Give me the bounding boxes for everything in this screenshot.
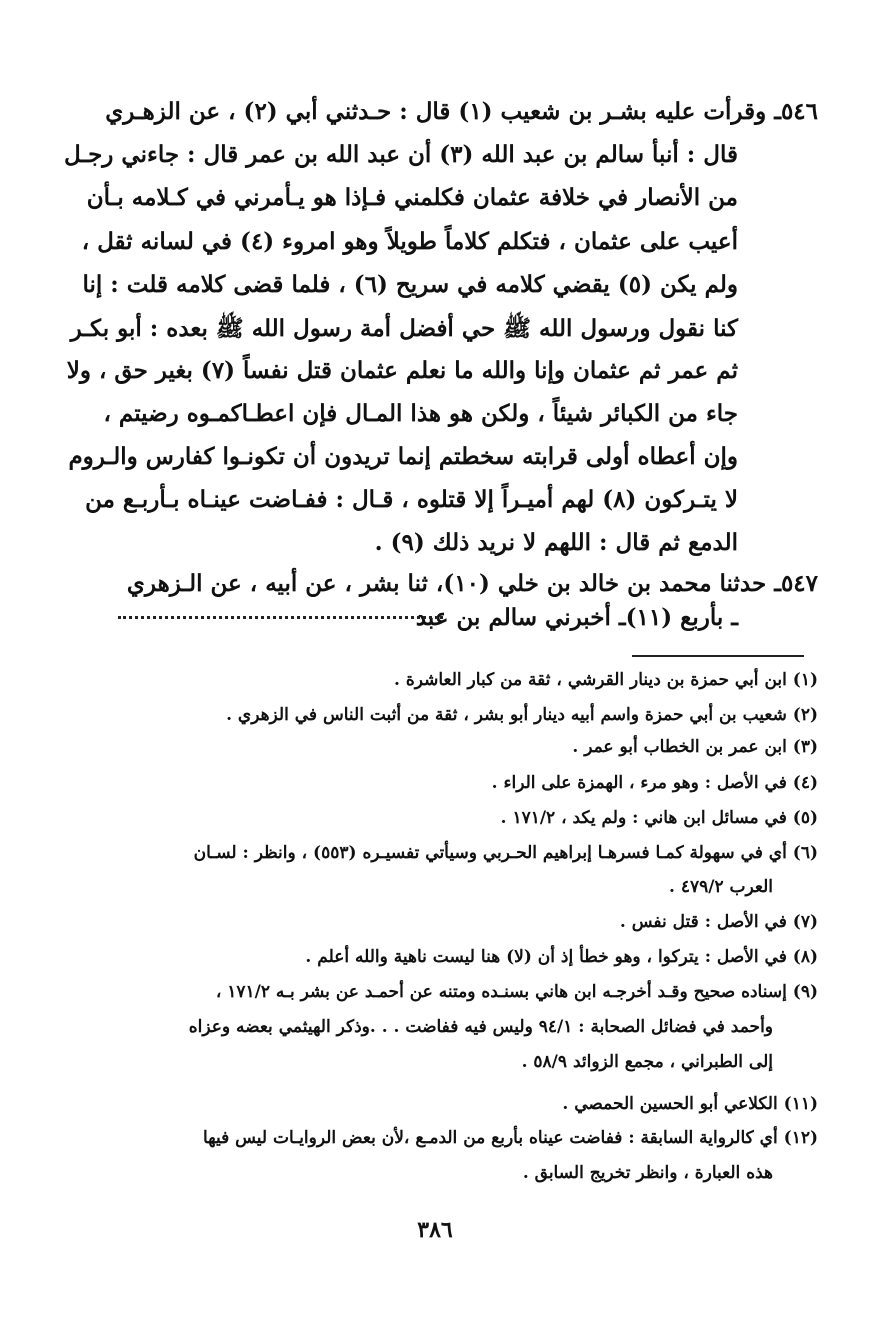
footnote: (١١) الكلاعي أبو الحسين الحمصي .: [562, 1094, 818, 1114]
footnote-continuation: العرب ٤٧٩/٢ .: [669, 877, 773, 897]
hadith-546-line: كنا نقول ورسول الله ﷺ حي أفضل أمة رسول الله ﷺ بعده : أبو بكـر: [70, 315, 738, 342]
hadith-546-line: أعيب على عثمان ، فتكلم كلاماً طويلاً وهو امروء (٤) في لسانه ثقل ،: [81, 228, 738, 255]
footnote-number: (١٢): [783, 1128, 818, 1148]
footnote: (٦) أي في سهولة كمـا فسرهـا إبراهيم الحـربي وسيأتي تفسيـره (٥٥٣) ، وانظر : لسـان: [193, 843, 818, 863]
footnote-continuation: إلى الطبراني ، مجمع الزوائد ٥٨/٩ .: [521, 1052, 773, 1072]
footnote: (٧) في الأصل : قتل نفس .: [619, 912, 818, 932]
footnote-number: (١): [792, 670, 818, 690]
footnote-number: (٢): [792, 705, 818, 725]
hadith-546-line: من الأنصار في خلافة عثمان فكلمني فـإذا هو يـأمرني في كـلامه بـأن: [86, 184, 738, 211]
footnote: (٢) شعيب بن أبي حمزة واسم أبيه دينار أبو بشر ، ثقة من أثبت الناس في الزهري .: [226, 705, 818, 725]
footnote: (٣) ابن عمر بن الخطاب أبو عمر .: [572, 737, 818, 757]
footnote: (٩) إسناده صحيح وقـد أخرجـه ابن هاني بسنـده ومتنه عن أحمـد عن بشر بـه ١٧١/٢ ،: [215, 982, 818, 1002]
footnote: (١) ابن أبي حمزة بن دينار القرشي ، ثقة من كبار العاشرة .: [393, 670, 818, 690]
footnote-separator: [632, 655, 804, 657]
hadith-number: ٥٤٧: [780, 570, 818, 597]
hadith-number: ٥٤٦: [780, 98, 818, 125]
hadith-546-line: ٥٤٦ـ وقرأت عليه بشـر بن شعيب (١) قال : حـدثني أبي (٢) ، عن الزهـري: [105, 98, 818, 125]
ellipsis-dots: [118, 616, 443, 619]
footnote: (١٢) أي كالرواية السابقة : ففاضت عيناه بأربع من الدمـع ،لأن بعض الروايـات ليس فيها: [202, 1128, 818, 1148]
footnote-number: (١١): [783, 1094, 818, 1114]
footnote-number: (٧): [792, 912, 818, 932]
footnote-number: (٩): [792, 982, 818, 1002]
page-number: ٣٨٦: [417, 1217, 453, 1243]
footnote-number: (٥): [792, 808, 818, 828]
hadith-546-line: قال : أنبأ سالم بن عبد الله (٣) أن عبد الله بن عمر قال : جاءني رجـل: [63, 141, 738, 168]
footnote: (٤) في الأصل : وهو مرء ، الهمزة على الراء .: [491, 773, 818, 793]
footnote: (٥) في مسائل ابن هاني : ولم يكد ، ١٧١/٢ .: [500, 808, 818, 828]
hadith-546-line: ثم عمر ثم عثمان وإنا والله ما نعلم عثمان قتل نفساً (٧) بغير حق ، ولا: [66, 357, 738, 384]
hadith-546-line: وإن أعطاه أولى قرابته سخطتم إنما تريدون أن تكونـوا كفارس والـروم: [68, 443, 738, 470]
footnote-number: (٤): [792, 773, 818, 793]
footnote-continuation: وأحمد في فضائل الصحابة : ٩٤/١ وليس فيه ففاضت . . .وذكر الهيثمي بعضه وعزاه: [188, 1017, 773, 1037]
hadith-546-line: لا يتـركون (٨) لهم أميـراً إلا قتلوه ، قـال : ففـاضت عينـاه بـأربـع من: [85, 486, 738, 513]
hadith-546-line: ولم يكن (٥) يقضي كلامه في سريح (٦) ، فلما قضى كلامه قلت : إنا: [82, 271, 738, 298]
hadith-546-line: جاء من الكبائر شيئاً ، ولكن هو هذا المـال فإن اعطـاكمـوه رضيتم ،: [103, 400, 738, 427]
footnote-number: (٣): [792, 737, 818, 757]
footnote: (٨) في الأصل : يتركوا ، وهو خطأ إذ أن (لا) هنا ليست ناهية والله أعلم .: [305, 947, 818, 967]
footnote-continuation: هذه العبارة ، وانظر تخريج السابق .: [522, 1163, 773, 1183]
hadith-547-line: ٥٤٧ـ حدثنا محمد بن خالد بن خلي (١٠)، ثنا بشر ، عن أبيه ، عن الـزهري: [126, 570, 818, 597]
hadith-547-line: ـ بأربع (١١)ـ أخبرني سالم بن عبد: [415, 604, 738, 631]
hadith-546-line: الدمع ثم قال : اللهم لا نريد ذلك (٩) .: [374, 529, 738, 556]
footnote-number: (٦): [792, 843, 818, 863]
footnote-number: (٨): [792, 947, 818, 967]
